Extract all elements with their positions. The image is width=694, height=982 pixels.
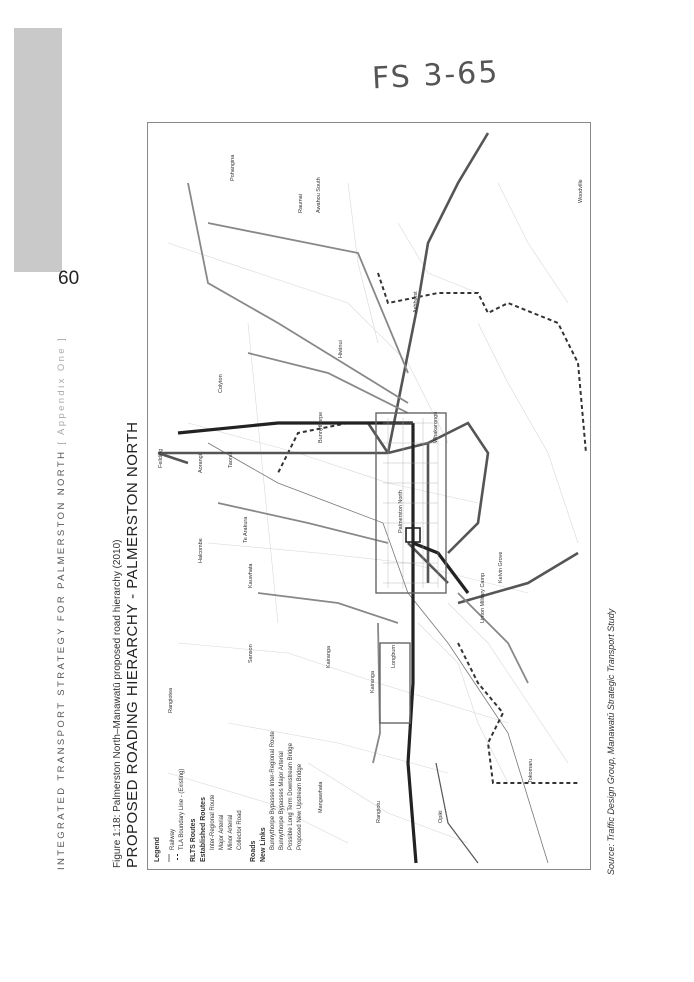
legend-swatches (158, 687, 178, 865)
place-label: Sanson (248, 644, 254, 663)
legend-item-bypass-inter-regional: Bunnythorpe Bypasses Inter-Regional Route (270, 731, 276, 850)
legend-item-inter-regional: Inter-Regional Route (210, 794, 216, 850)
handwritten-stamp: FS 3-65 (371, 54, 501, 97)
place-label: Linton Military Camp (480, 572, 486, 623)
place-label: Kairanga (370, 670, 376, 693)
page-number: 60 (58, 268, 80, 289)
legend-item-downstream-bridge: Possible Long Term Downstream Bridge (288, 743, 294, 850)
legend-new-links-heading: New Links (260, 827, 267, 862)
legend-item-tla-boundary: TLA Boundary Line - (Existing) (179, 768, 185, 850)
page-tab-marker (14, 28, 62, 272)
place-label: Palmerston North (398, 490, 404, 533)
legend-item-railway: Railway (170, 828, 176, 850)
place-label: Kelvin Grove (498, 551, 504, 583)
legend-item-major-arterial: Major Arterial (219, 814, 225, 850)
figure-caption: Figure 1:18: Palmerston North–Manawatū proposed road hierarchy (2010) (112, 539, 123, 868)
running-header (56, 336, 67, 870)
place-label: Rangiotea (168, 687, 174, 713)
tla-boundary (278, 273, 586, 783)
legend-item-collector: Collector Road (237, 810, 243, 850)
running-header-text: INTEGRATED TRANSPORT STRATEGY FOR PALMERSTON NORTH (56, 449, 67, 870)
place-label: Feilding (158, 448, 164, 468)
legend-item-minor-arterial: Minor Arterial (228, 814, 234, 850)
place-label: Awahou South (316, 177, 322, 213)
place-label: Taonui (228, 451, 234, 468)
place-label: Whakarongo (433, 411, 439, 443)
place-label: Kairanga (326, 645, 332, 668)
legend-item-bypass-major: Bunnythorpe Bypasses Major Arterial (279, 751, 285, 850)
place-label: Pohangina (230, 154, 236, 181)
place-label: Longburn (391, 644, 397, 668)
place-label: Bunnythorpe (318, 411, 324, 443)
place-label: Ashhurst (413, 291, 419, 313)
legend-rlts-heading: RLTS Routes (190, 818, 197, 862)
place-label: Aorangi (198, 454, 204, 473)
place-label: Raumai (298, 194, 304, 213)
running-header-appendix: [ Appendix One ] (56, 335, 67, 445)
place-label: Kauwhata (248, 563, 254, 588)
place-label: Rangiotu (376, 800, 382, 823)
major-arterial-routes (158, 133, 578, 603)
legend-established-heading: Established Routes (200, 797, 207, 862)
place-label: Colyton (218, 374, 224, 393)
place-label: Hiwinui (338, 340, 344, 358)
place-label: Mangawhata (318, 781, 324, 813)
legend-item-upstream-bridge: Proposed New Upstream Bridge (297, 763, 303, 850)
place-label: Woodville (578, 179, 584, 203)
place-label: Opiki (438, 810, 444, 823)
map-title: PROPOSED ROADING HIERARCHY - PALMERSTON NORTH (124, 421, 141, 868)
map-legend (150, 687, 303, 865)
legend-roads-heading: Roads (250, 840, 257, 862)
figure-source: Source: Traffic Design Group, Manawatū Strategic Transport Study (606, 608, 616, 875)
legend-heading: Legend (154, 837, 161, 862)
place-label: Te Arakura (243, 516, 249, 543)
place-label: Tokomaru (528, 758, 534, 783)
place-label: Halcombe (198, 538, 204, 563)
